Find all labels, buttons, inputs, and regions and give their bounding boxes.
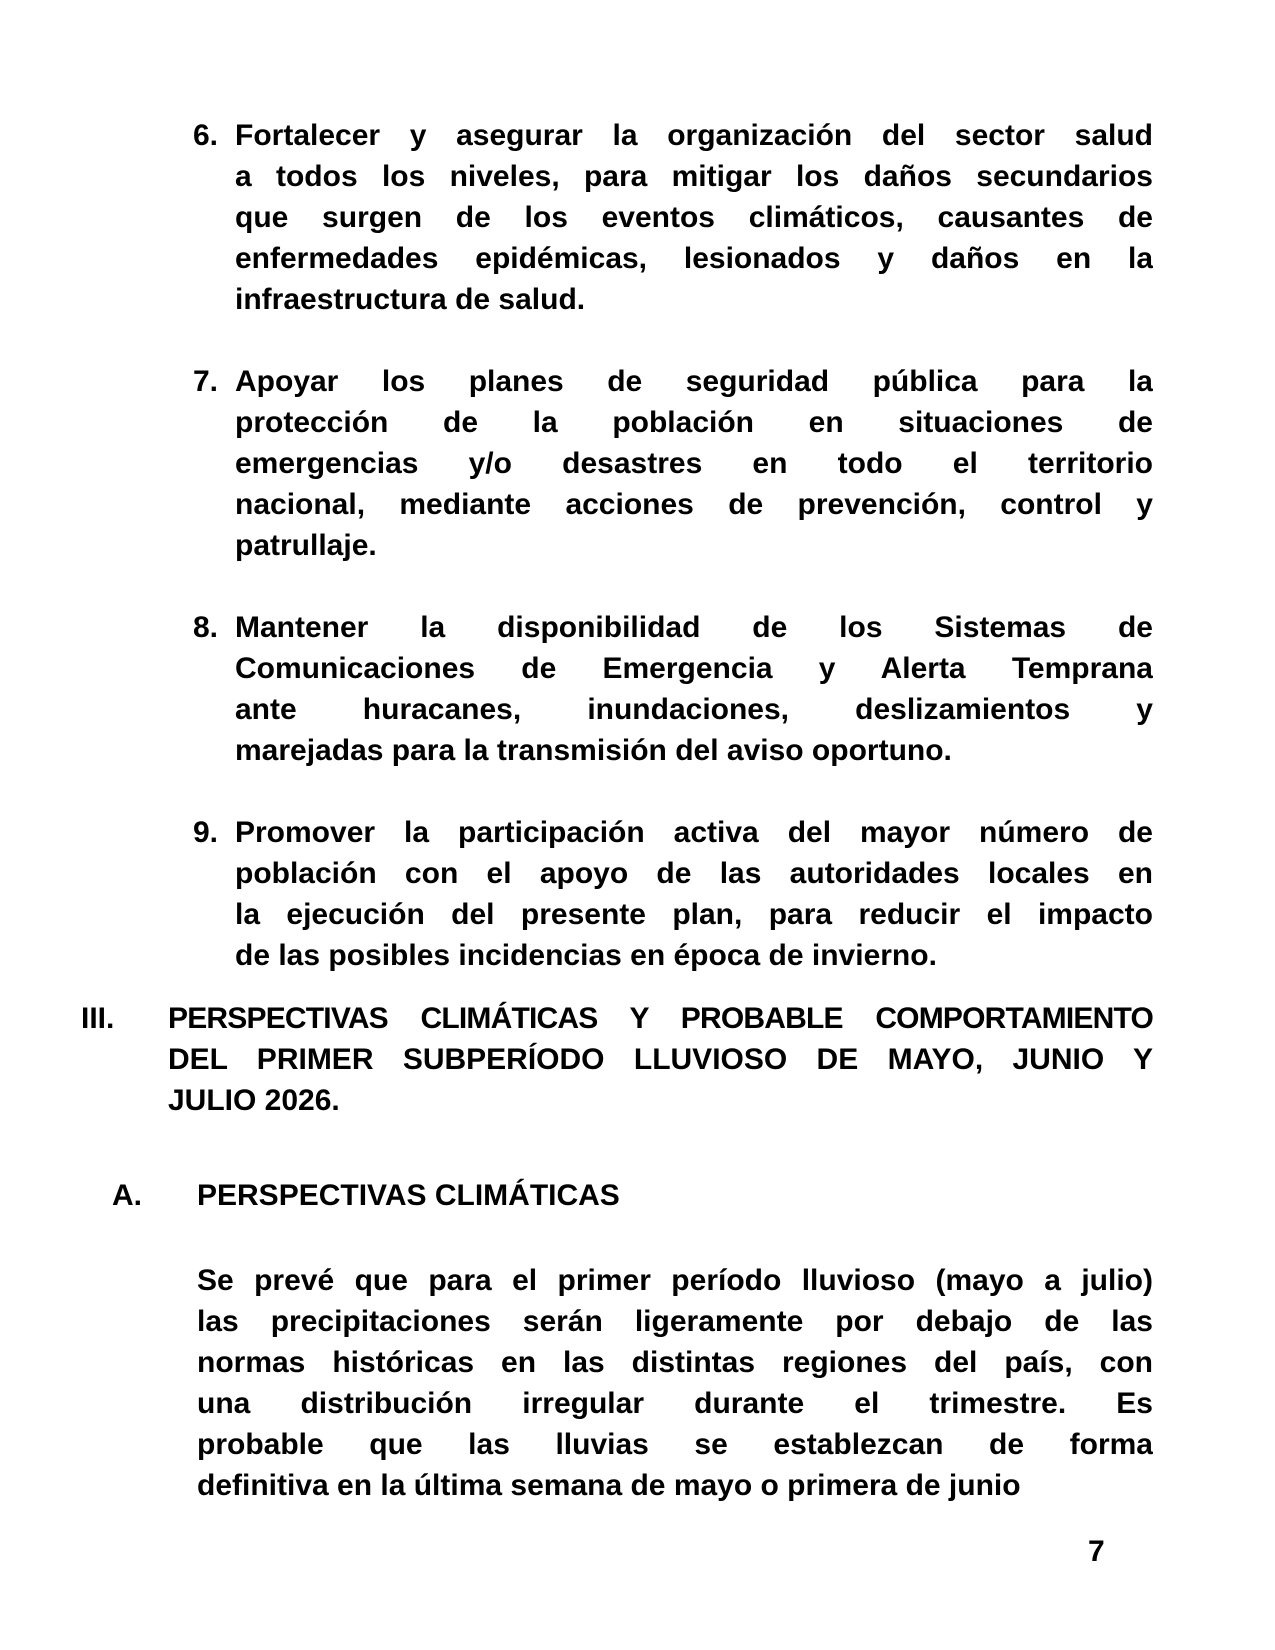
text-line: una distribución irregular durante el trimestre. Es (197, 1387, 1153, 1420)
text-line: emergencias y/o desastres en todo el territorio (235, 447, 1153, 480)
list-item-8 (193, 607, 1275, 771)
text-line: que surgen de los eventos climáticos, causantes de (235, 201, 1153, 234)
text-line: ante huracanes, inundaciones, deslizamientos y (235, 693, 1153, 726)
text-line: Comunicaciones de Emergencia y Alerta Temprana (235, 652, 1153, 685)
text-line: Fortalecer y asegurar la organización del sector salud (235, 119, 1153, 152)
heading-line: JULIO 2026. (168, 1084, 340, 1117)
text-line: de las posibles incidencias en época de invierno. (235, 939, 937, 972)
list-item-text (235, 607, 1153, 771)
text-line: Se prevé que para el primer período lluvioso (mayo a julio) (197, 1264, 1153, 1297)
list-item-text (235, 115, 1153, 320)
text-line: Promover la participación activa del mayor número de (235, 816, 1153, 849)
text-line: Mantener la disponibilidad de los Sistemas de (235, 611, 1153, 644)
text-line: las precipitaciones serán ligeramente por debajo de las (197, 1305, 1153, 1338)
text-line: definitiva en la última semana de mayo o primera de junio (197, 1469, 1021, 1502)
text-line: Apoyar los planes de seguridad pública para la (235, 365, 1153, 398)
text-line: infraestructura de salud. (235, 283, 586, 316)
heading-line: PERSPECTIVAS CLIMÁTICAS Y PROBABLE COMPORTAMIENTO (168, 1002, 1153, 1035)
text-line: la ejecución del presente plan, para reducir el impacto (235, 898, 1153, 931)
section-marker: III. (81, 1002, 115, 1035)
text-line: población con el apoyo de las autoridades locales en (235, 857, 1153, 890)
text-line: nacional, mediante acciones de prevención, control y (235, 488, 1153, 521)
list-item-number: 9. (193, 816, 219, 849)
text-line: probable que las lluvias se establezcan de forma (197, 1428, 1153, 1461)
list-item-number: 7. (193, 365, 219, 398)
subsection-marker: A. (112, 1179, 142, 1212)
list-item-9 (193, 812, 1275, 976)
body-paragraph (197, 1260, 1153, 1506)
page-number: 7 (1088, 1535, 1105, 1568)
subsection-title: PERSPECTIVAS CLIMÁTICAS (197, 1179, 620, 1212)
text-line: patrullaje. (235, 529, 377, 562)
list-item-7 (193, 361, 1275, 566)
list-item-text (235, 812, 1153, 976)
heading-line: DEL PRIMER SUBPERÍODO LLUVIOSO DE MAYO, JUNIO Y (168, 1043, 1153, 1076)
text-line: enfermedades epidémicas, lesionados y daños en la (235, 242, 1153, 275)
text-line: normas históricas en las distintas regiones del país, con (197, 1346, 1153, 1379)
text-line: a todos los niveles, para mitigar los daños secundarios (235, 160, 1153, 193)
text-line: marejadas para la transmisión del aviso oportuno. (235, 734, 952, 767)
list-item-text (235, 361, 1153, 566)
list-item-6 (193, 115, 1275, 320)
list-item-number: 6. (193, 119, 219, 152)
section-heading-iii (81, 998, 1275, 1121)
subsection-heading-a (112, 1175, 1275, 1216)
section-heading-text (168, 998, 1153, 1121)
text-line: protección de la población en situaciones de (235, 406, 1153, 439)
list-item-number: 8. (193, 611, 219, 644)
